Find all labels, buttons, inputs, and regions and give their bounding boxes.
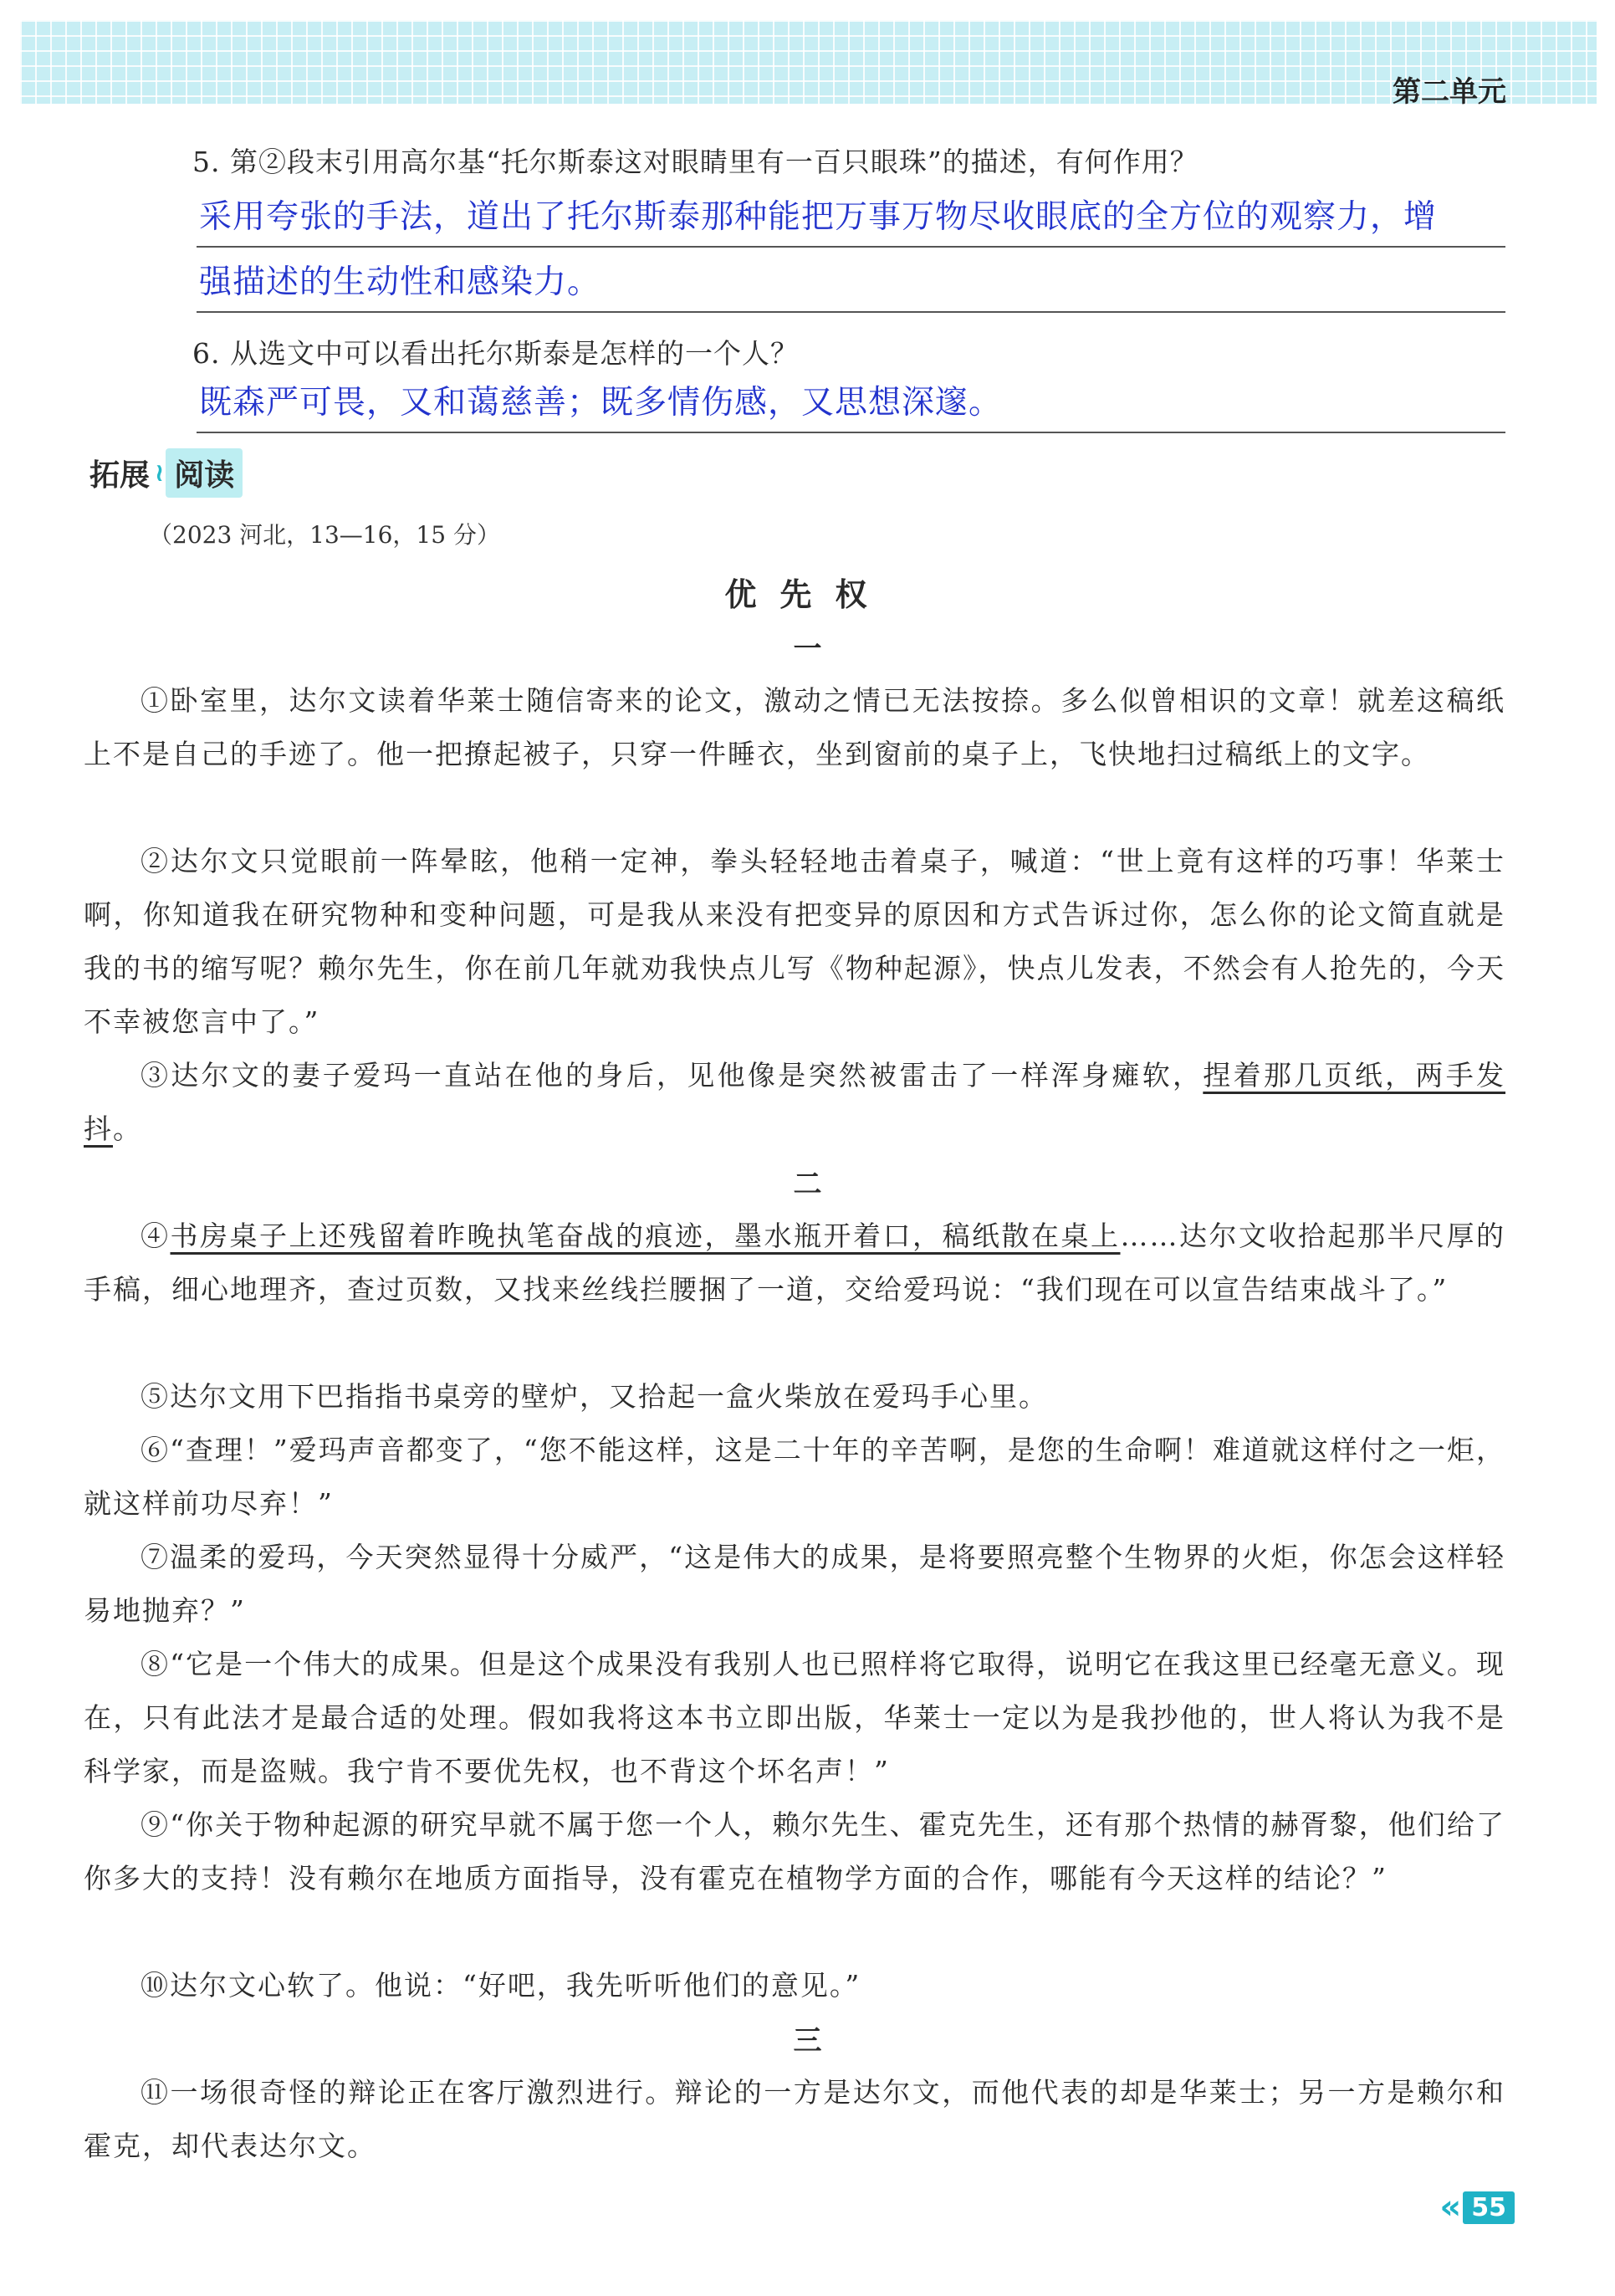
underlined-phrase: 书房桌子上还残留着昨晚执笔奋战的痕迹，墨水瓶开着口，稿纸散在桌上	[170, 1220, 1121, 1252]
answer-rule	[197, 246, 1505, 248]
underlined-phrase: 捏着那几页纸，两手发抖	[84, 1059, 1506, 1145]
article-title: 优先权	[724, 576, 891, 613]
answer-5-line-2: 强描述的生动性和感染力。	[199, 263, 601, 301]
part-heading-3: 三	[793, 2024, 822, 2058]
paragraph-10: ⑩达尔文心软了。他说：“好吧，我先听听他们的意见。”	[141, 1969, 861, 2002]
paragraph-4-text: ……达尔文收拾起那半尺厚的手稿，细心地理齐，查过页数，又找来丝线拦腰捆了一道，交给爱玛说：“我们现在可以宣告结束战斗了。”	[84, 1220, 1505, 1306]
answer-rule	[197, 311, 1505, 313]
header-grid-band	[20, 20, 1597, 104]
paragraph-3	[84, 1049, 1505, 1156]
wave-separator-icon: ≀	[155, 458, 165, 488]
question-text: 从选文中可以看出托尔斯泰是怎样的一个人？	[230, 337, 799, 370]
question-text: 第②段末引用高尔基“托尔斯泰这对眼睛里有一百只眼珠”的描述，有何作用？	[230, 146, 1198, 178]
question-5	[192, 141, 1198, 180]
unit-label: 第二单元	[1393, 75, 1506, 109]
page-number-badge	[1439, 2188, 1515, 2227]
paragraph-4-number: ④	[141, 1220, 171, 1252]
paragraph-11: ⑪一场很奇怪的辩论正在客厅激烈进行。辩论的一方是达尔文，而他代表的却是华莱士；另一方是赖尔和霍克，却代表达尔文。	[84, 2076, 1505, 2162]
paragraph-2: ②达尔文只觉眼前一阵晕眩，他稍一定神，拳头轻轻地击着桌子，喊道：“世上竟有这样的巧事！华莱士啊，你知道我在研究物种和变种问题，可是我从来没有把变异的原因和方式告诉过你，怎么你的论文简直就是我的书的缩写呢？赖尔先生，你在前几年就劝我快点儿写《物种起源》，快点儿发表，不然会有人抢先的，今天不幸被您言中了。”	[84, 845, 1505, 1038]
question-6	[192, 332, 799, 371]
page-number: 55	[1463, 2191, 1515, 2224]
part-heading-1: 一	[793, 632, 822, 666]
double-chevron-left-icon: «	[1439, 2188, 1462, 2227]
section-title-part2: 阅读	[166, 448, 243, 498]
source-note: （2023 河北，13—16，15 分）	[149, 521, 500, 549]
paragraph-4	[84, 1209, 1505, 1317]
paragraph-8: ⑧“它是一个伟大的成果。但是这个成果没有我别人也已照样将它取得，说明它在我这里已经毫无意义。现在，只有此法才是最合适的处理。假如我将这本书立即出版，华莱士一定以为是我抄他的，世人将认为我不是科学家，而是盗贼。我宁肯不要优先权，也不背这个坏名声！”	[84, 1648, 1505, 1787]
section-title-part1: 拓展	[89, 458, 151, 493]
paragraph-1: ①卧室里，达尔文读着华莱士随信寄来的论文，激动之情已无法按捺。多么似曾相识的文章！就差这稿纸上不是自己的手迹了。他一把撩起被子，只穿一件睡衣，坐到窗前的桌子上，飞快地扫过稿纸上的文字。	[84, 684, 1505, 770]
question-number: 5.	[192, 146, 221, 178]
paragraph-9: ⑨“你关于物种起源的研究早就不属于您一个人，赖尔先生、霍克先生，还有那个热情的赫胥黎，他们给了你多大的支持！没有赖尔在地质方面指导，没有霍克在植物学方面的合作，哪能有今天这样的结论？”	[84, 1808, 1505, 1895]
answer-5-line-1: 采用夸张的手法，道出了托尔斯泰那种能把万事万物尽收眼底的全方位的观察力，增	[199, 198, 1438, 236]
answer-6-line-1: 既森严可畏，又和蔼慈善；既多情伤感，又思想深邃。	[199, 384, 1003, 422]
paragraph-5: ⑤达尔文用下巴指指书桌旁的壁炉，又拾起一盒火柴放在爱玛手心里。	[141, 1380, 1048, 1413]
answer-rule	[197, 432, 1505, 433]
question-number: 6.	[192, 337, 221, 370]
paragraph-3-text: ③达尔文的妻子爱玛一直站在他的身后，见他像是突然被雷击了一样浑身瘫软，	[141, 1059, 1204, 1092]
paragraph-6: ⑥“查理！”爱玛声音都变了，“您不能这样，这是二十年的辛苦啊，是您的生命啊！难道就这样付之一炬，就这样前功尽弃！”	[84, 1434, 1505, 1520]
paragraph-7: ⑦温柔的爱玛，今天突然显得十分威严，“这是伟大的成果，是将要照亮整个生物界的火炬，你怎会这样轻易地抛弃？”	[84, 1541, 1505, 1627]
part-heading-2: 二	[793, 1168, 822, 1201]
section-title	[86, 449, 243, 496]
paragraph-3-end: 。	[113, 1112, 142, 1145]
